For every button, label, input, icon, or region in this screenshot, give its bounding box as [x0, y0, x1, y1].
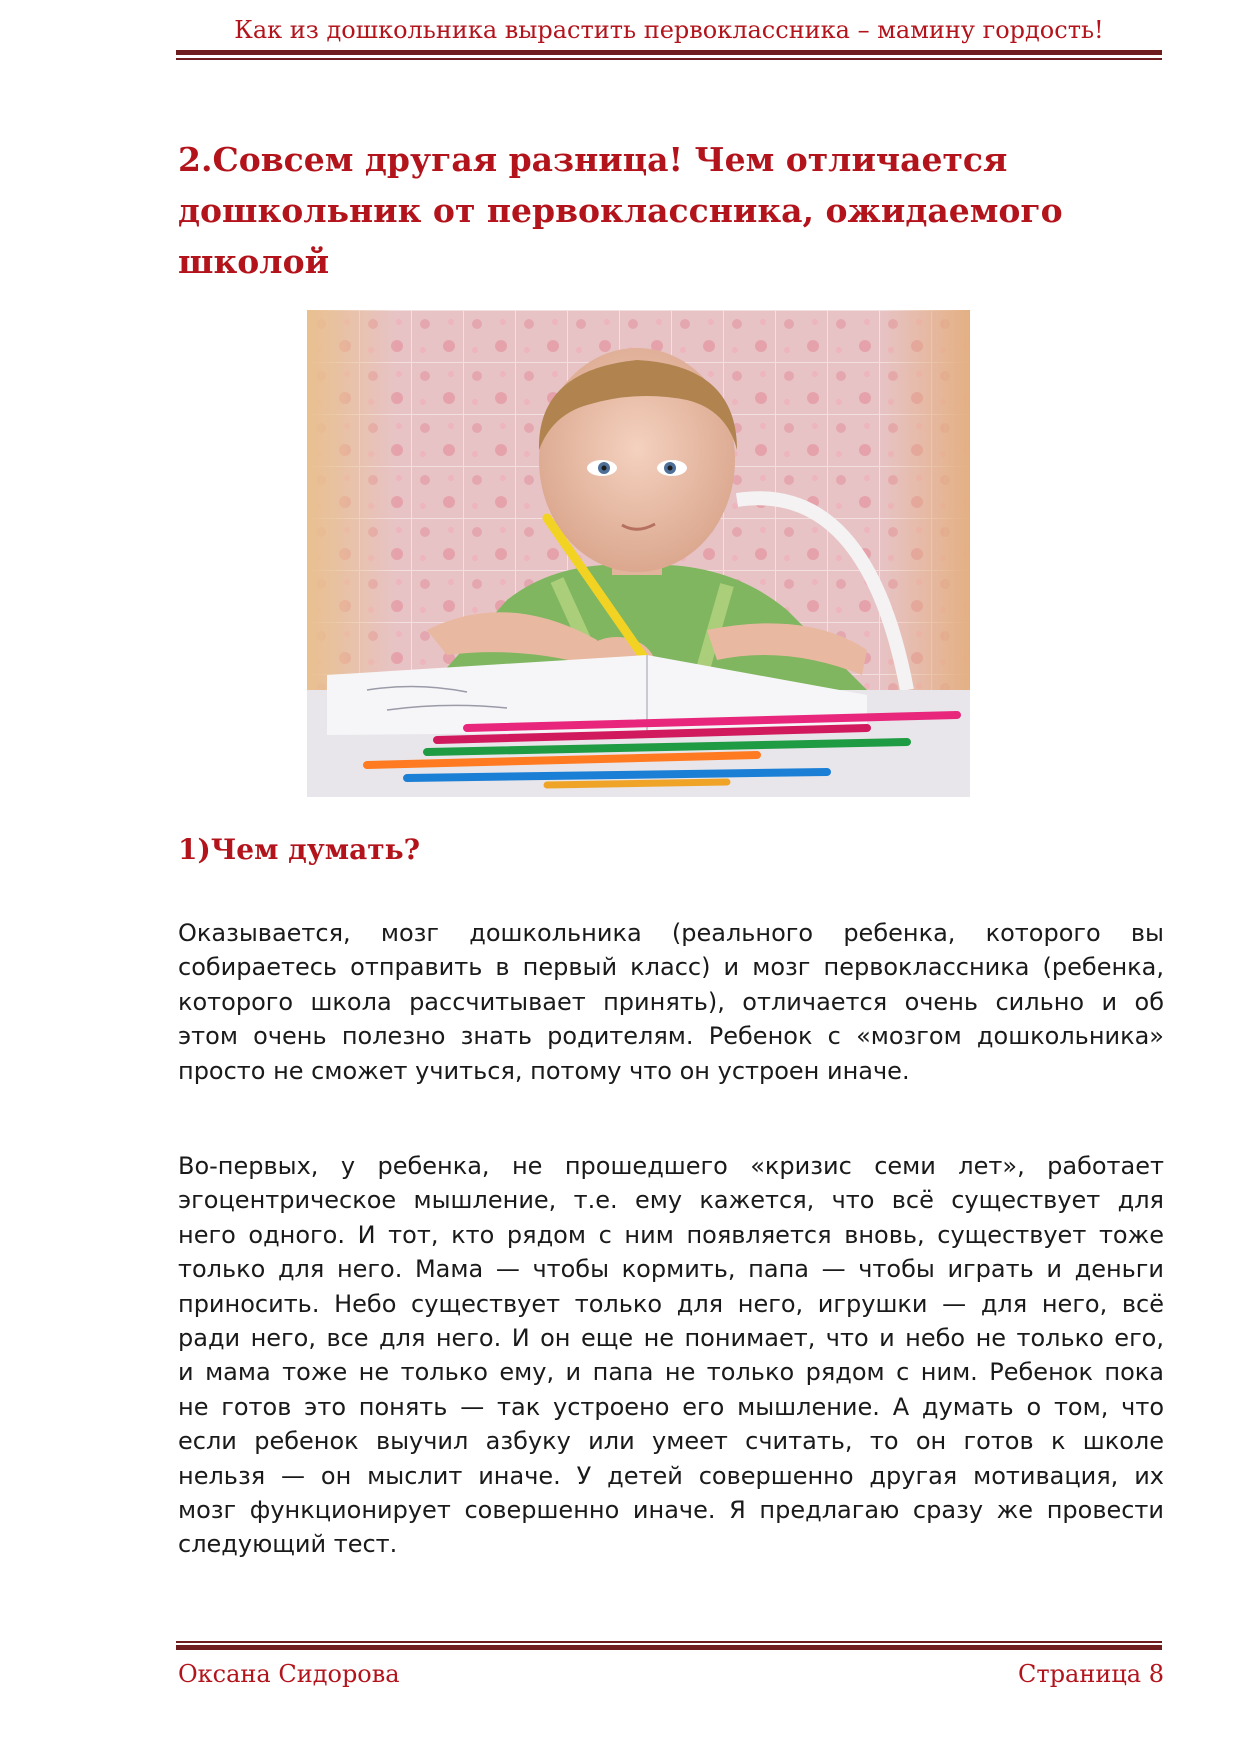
text-line: не готов это понять — так устроено его мышление. А думать о том, что: [178, 1392, 1164, 1421]
text-line: нельзя — он мыслит иначе. У детей совершенно другая мотивация, их: [178, 1461, 1164, 1490]
text-line: Оказывается, мозг дошкольника (реального ребенка, которого вы: [178, 919, 1164, 947]
header-rule-thin: [176, 58, 1162, 60]
text-line: него одного. И тот, кто рядом с ним появляется вновь, существует тоже: [178, 1220, 1164, 1249]
header-rule-thick: [176, 50, 1162, 55]
page-number: Страница 8: [1018, 1660, 1164, 1688]
chapter-title-line: школой: [178, 242, 330, 281]
text-line: Во-первых, у ребенка, не прошедшего «кризис семи лет», работает: [178, 1152, 1164, 1180]
text-line: следующий тест.: [178, 1530, 398, 1559]
child-drawing-photo: [307, 310, 970, 797]
text-line: этом очень полезно знать родителям. Ребенок с «мозгом дошкольника»: [178, 1022, 1164, 1051]
section-heading: 1)Чем думать?: [178, 833, 420, 866]
text-line: собираетесь отправить в первый класс) и мозг первоклассника (ребенка,: [178, 953, 1164, 982]
footer-rule-thin: [176, 1641, 1162, 1643]
paragraph-first-point: [178, 1149, 1164, 1562]
chapter-title: [178, 134, 1078, 287]
photo-illustration: [307, 310, 970, 797]
text-line: если ребенок выучил азбуку или умеет считать, то он готов к школе: [178, 1427, 1164, 1456]
text-line: только для него. Мама — чтобы кормить, папа — чтобы играть и деньги: [178, 1255, 1164, 1284]
text-line: приносить. Небо существует только для него, игрушки — для него, всё: [178, 1289, 1164, 1318]
text-line: эгоцентрическое мышление, т.е. ему кажется, что всё существует для: [178, 1186, 1164, 1215]
running-header: Как из дошкольника вырастить первоклассника – мамину гордость!: [234, 16, 1104, 44]
text-line: просто не сможет учиться, потому что он устроен иначе.: [178, 1056, 910, 1085]
text-line: ради него, все для него. И он еще не понимает, что и небо не только его,: [178, 1323, 1164, 1352]
text-line: и мама тоже не только ему, и папа не только рядом с ним. Ребенок пока: [178, 1358, 1164, 1387]
chapter-title-line: 2.Совсем другая разница! Чем отличается: [178, 140, 1008, 179]
paragraph-intro: [178, 916, 1164, 1088]
text-line: мозг функционирует совершенно иначе. Я предлагаю сразу же провести: [178, 1495, 1164, 1524]
footer-rule-thick: [176, 1645, 1162, 1650]
chapter-title-line: дошкольник от первоклассника, ожидаемого: [178, 191, 1063, 230]
text-line: которого школа рассчитывает принять), отличается очень сильно и об: [178, 987, 1164, 1016]
footer-author: Оксана Сидорова: [178, 1660, 400, 1688]
